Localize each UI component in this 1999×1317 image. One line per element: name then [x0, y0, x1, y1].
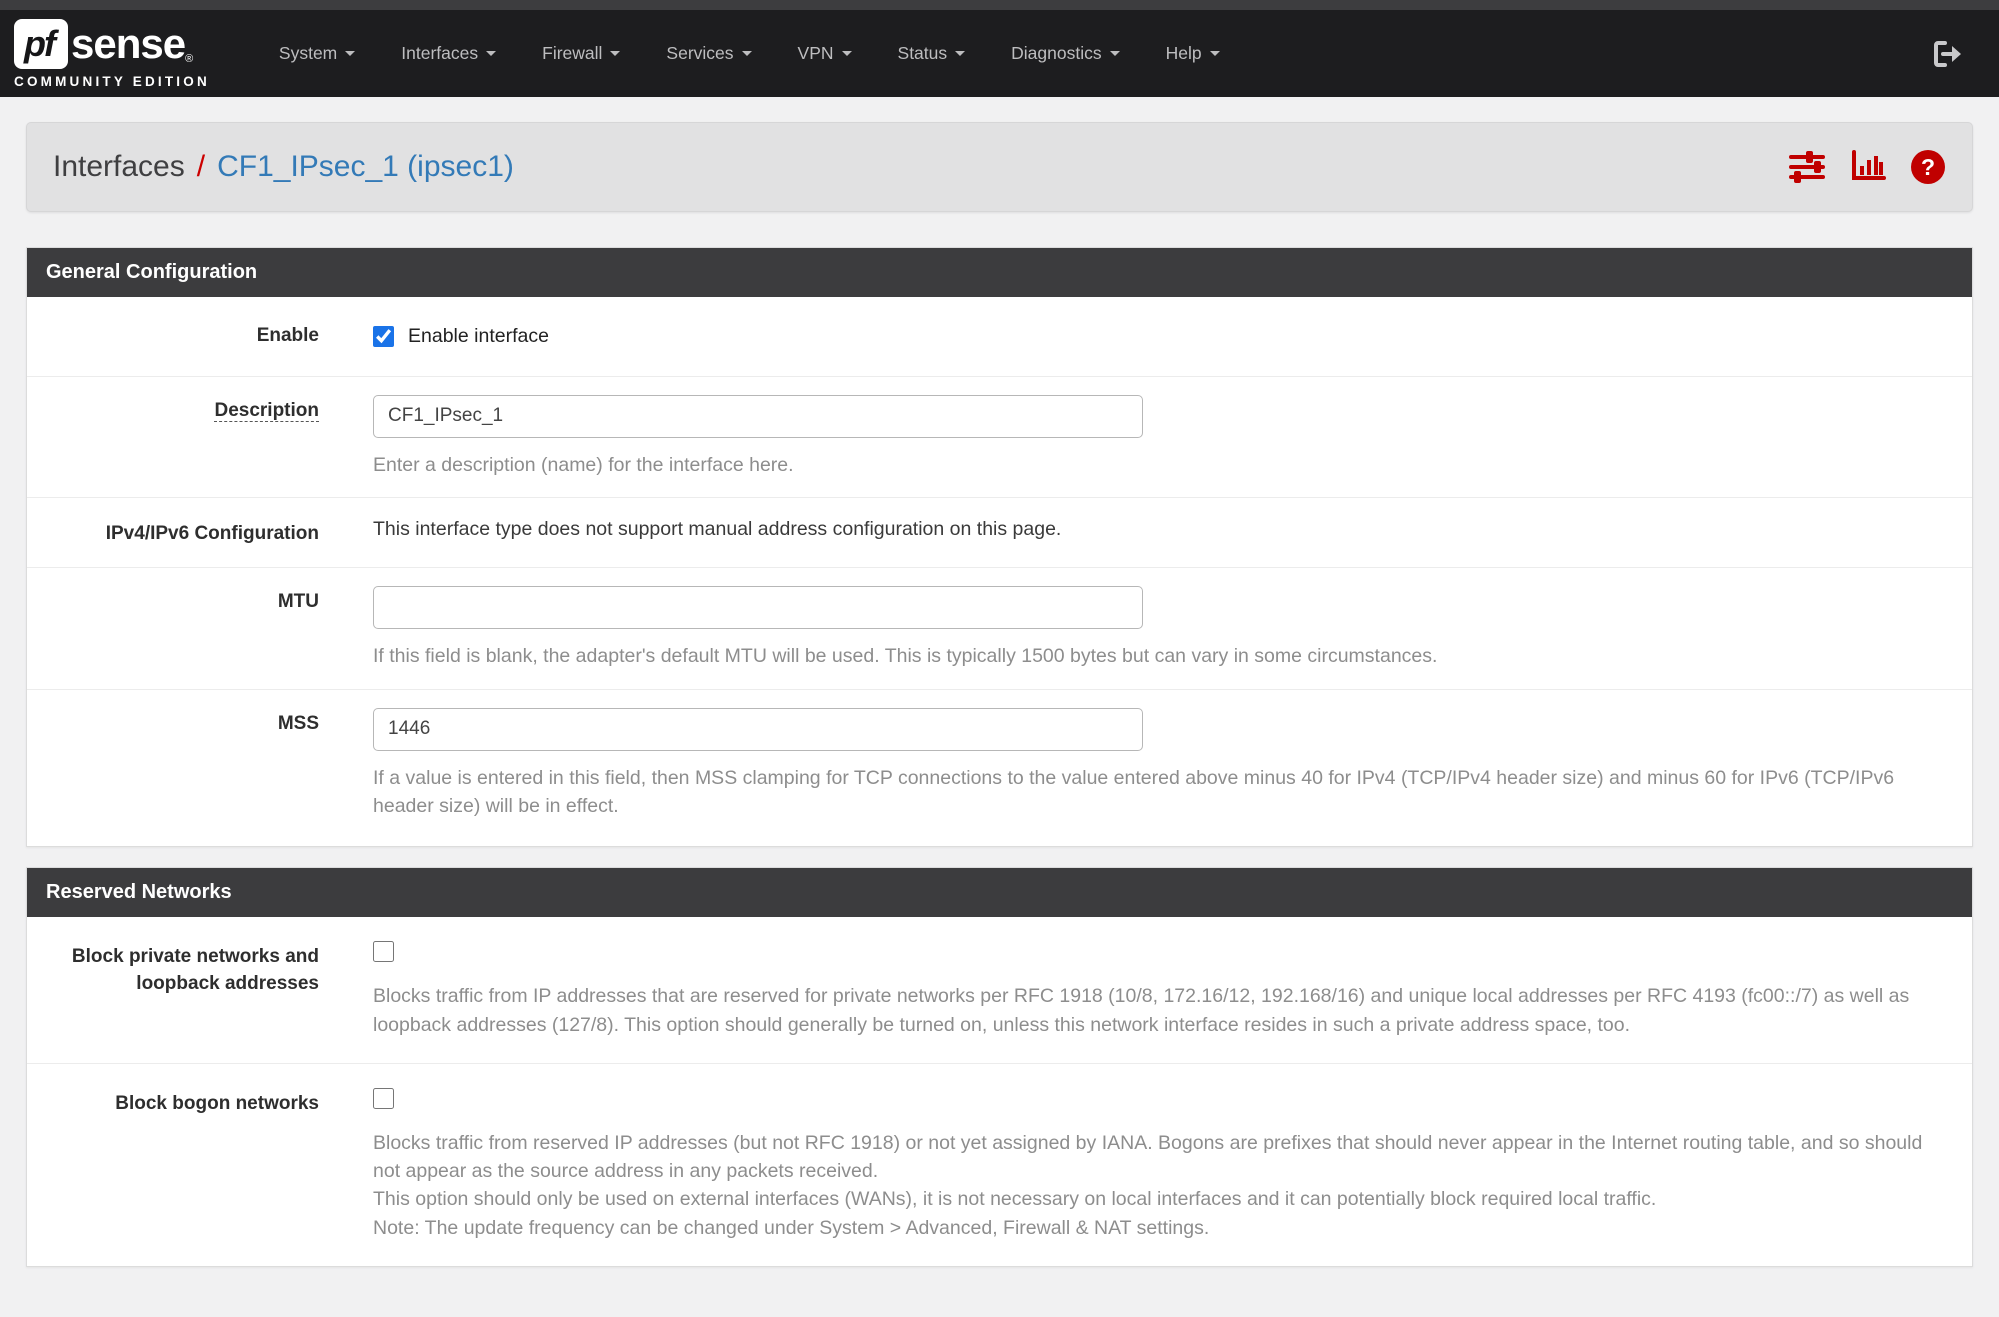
block-private-help: Blocks traffic from IP addresses that are reserved for private networks per RFC 1918 (10/8, 172.16/12, 192.168/16) and unique local addresses per RFC 4193 (fc00::/7) as well as loopback addresses (127/8). This option should generally be turned on, unless this network interface resides in such a private address space, too. — [373, 985, 1910, 1036]
nav-item-system[interactable] — [256, 10, 378, 97]
enable-row — [27, 297, 1972, 377]
reserved-networks-panel — [26, 867, 1973, 1267]
chevron-down-icon — [345, 51, 355, 56]
logo-sense-text: sense — [71, 19, 186, 67]
svg-text:?: ? — [1920, 154, 1936, 180]
pfsense-logo[interactable] — [14, 19, 210, 89]
nav-label: Help — [1165, 43, 1202, 63]
nav-item-status[interactable] — [875, 10, 989, 97]
block-bogon-help-para3: Note: The update frequency can be changed under System > Advanced, Firewall & NAT settings. — [373, 1216, 1210, 1239]
description-input[interactable] — [373, 395, 1143, 438]
help-icon[interactable] — [1910, 149, 1946, 185]
logo-subtitle: COMMUNITY EDITION — [14, 73, 210, 89]
chevron-down-icon — [1210, 51, 1220, 56]
mtu-input[interactable] — [373, 586, 1143, 629]
ip-configuration-text: This interface type does not support manual address configuration on this page. — [373, 517, 1062, 540]
description-label: Description — [214, 399, 319, 421]
nav-label: Interfaces — [401, 43, 479, 63]
nav-item-vpn[interactable] — [775, 10, 875, 97]
breadcrumb-page-link[interactable]: CF1_IPsec_1 (ipsec1) — [217, 150, 514, 183]
description-help: Enter a description (name) for the interface here. — [373, 453, 794, 476]
mss-label: MSS — [277, 712, 319, 734]
block-bogon-help — [373, 1129, 1948, 1242]
mss-input[interactable] — [373, 708, 1143, 751]
chevron-down-icon — [955, 51, 965, 56]
chevron-down-icon — [842, 51, 852, 56]
nav-item-services[interactable] — [643, 10, 774, 97]
nav-label: Status — [897, 43, 948, 63]
block-bogon-row — [27, 1064, 1972, 1266]
chevron-down-icon — [1110, 51, 1120, 56]
sliders-icon[interactable] — [1788, 150, 1826, 184]
mtu-help: If this field is blank, the adapter's default MTU will be used. This is typically 1500 bytes but can vary in some circumstances. — [373, 645, 1438, 668]
sign-out-icon[interactable] — [1931, 38, 1965, 70]
breadcrumb-separator: / — [196, 150, 206, 183]
ip-configuration-row — [27, 498, 1972, 569]
ip-configuration-label: IPv4/IPv6 Configuration — [105, 522, 319, 544]
nav-label: Services — [666, 43, 734, 63]
top-navbar — [0, 0, 1999, 97]
mss-help: If a value is entered in this field, then MSS clamping for TCP connections to the value entered above minus 40 for IPv4 (TCP/IPv4 header size) and minus 60 for IPv6 (TCP/IPv6 header size) will be in effect. — [373, 766, 1895, 817]
nav-item-diagnostics[interactable] — [988, 10, 1142, 97]
nav-item-firewall[interactable] — [519, 10, 643, 97]
chevron-down-icon — [610, 51, 620, 56]
nav-item-help[interactable] — [1143, 10, 1243, 97]
logo-pf-text: pf — [24, 22, 54, 64]
nav-item-interfaces[interactable] — [378, 10, 519, 97]
mss-row — [27, 690, 1972, 847]
mtu-label: MTU — [277, 591, 319, 613]
chevron-down-icon — [486, 51, 496, 56]
pf-logo-icon — [14, 19, 68, 69]
bar-chart-icon[interactable] — [1850, 150, 1886, 184]
block-private-checkbox[interactable] — [373, 941, 394, 962]
enable-label: Enable — [256, 325, 319, 346]
chevron-down-icon — [742, 51, 752, 56]
block-bogon-label: Block bogon networks — [115, 1092, 319, 1114]
mtu-row — [27, 568, 1972, 689]
nav-label: Firewall — [542, 43, 603, 63]
block-bogon-help-para2: This option should only be used on external interfaces (WANs), it is not necessary on local interfaces and it can potentially block required local traffic. — [373, 1188, 1657, 1211]
enable-interface-checkbox[interactable] — [373, 326, 394, 347]
block-bogon-checkbox[interactable] — [373, 1088, 394, 1109]
block-bogon-help-para1: Blocks traffic from reserved IP addresses (but not RFC 1918) or not yet assigned by IANA. Bogons are prefixes that should never appear in the Internet routing table, and so should not appear as the source address in any packets received. — [373, 1131, 1923, 1183]
nav-label: VPN — [797, 43, 834, 63]
main-nav — [256, 10, 1243, 97]
registered-mark: ® — [185, 52, 194, 65]
block-private-label: Block private networks and loopback addresses — [71, 946, 319, 994]
nav-label: System — [278, 43, 338, 63]
breadcrumb-section: Interfaces — [53, 150, 185, 183]
general-configuration-panel — [26, 247, 1973, 847]
breadcrumb — [26, 122, 1973, 212]
description-row — [27, 377, 1972, 498]
panel-title-general: General Configuration — [27, 248, 1972, 297]
panel-title-reserved: Reserved Networks — [27, 868, 1972, 917]
nav-label: Diagnostics — [1011, 43, 1102, 63]
enable-interface-label: Enable interface — [408, 324, 549, 347]
block-private-row — [27, 917, 1972, 1064]
